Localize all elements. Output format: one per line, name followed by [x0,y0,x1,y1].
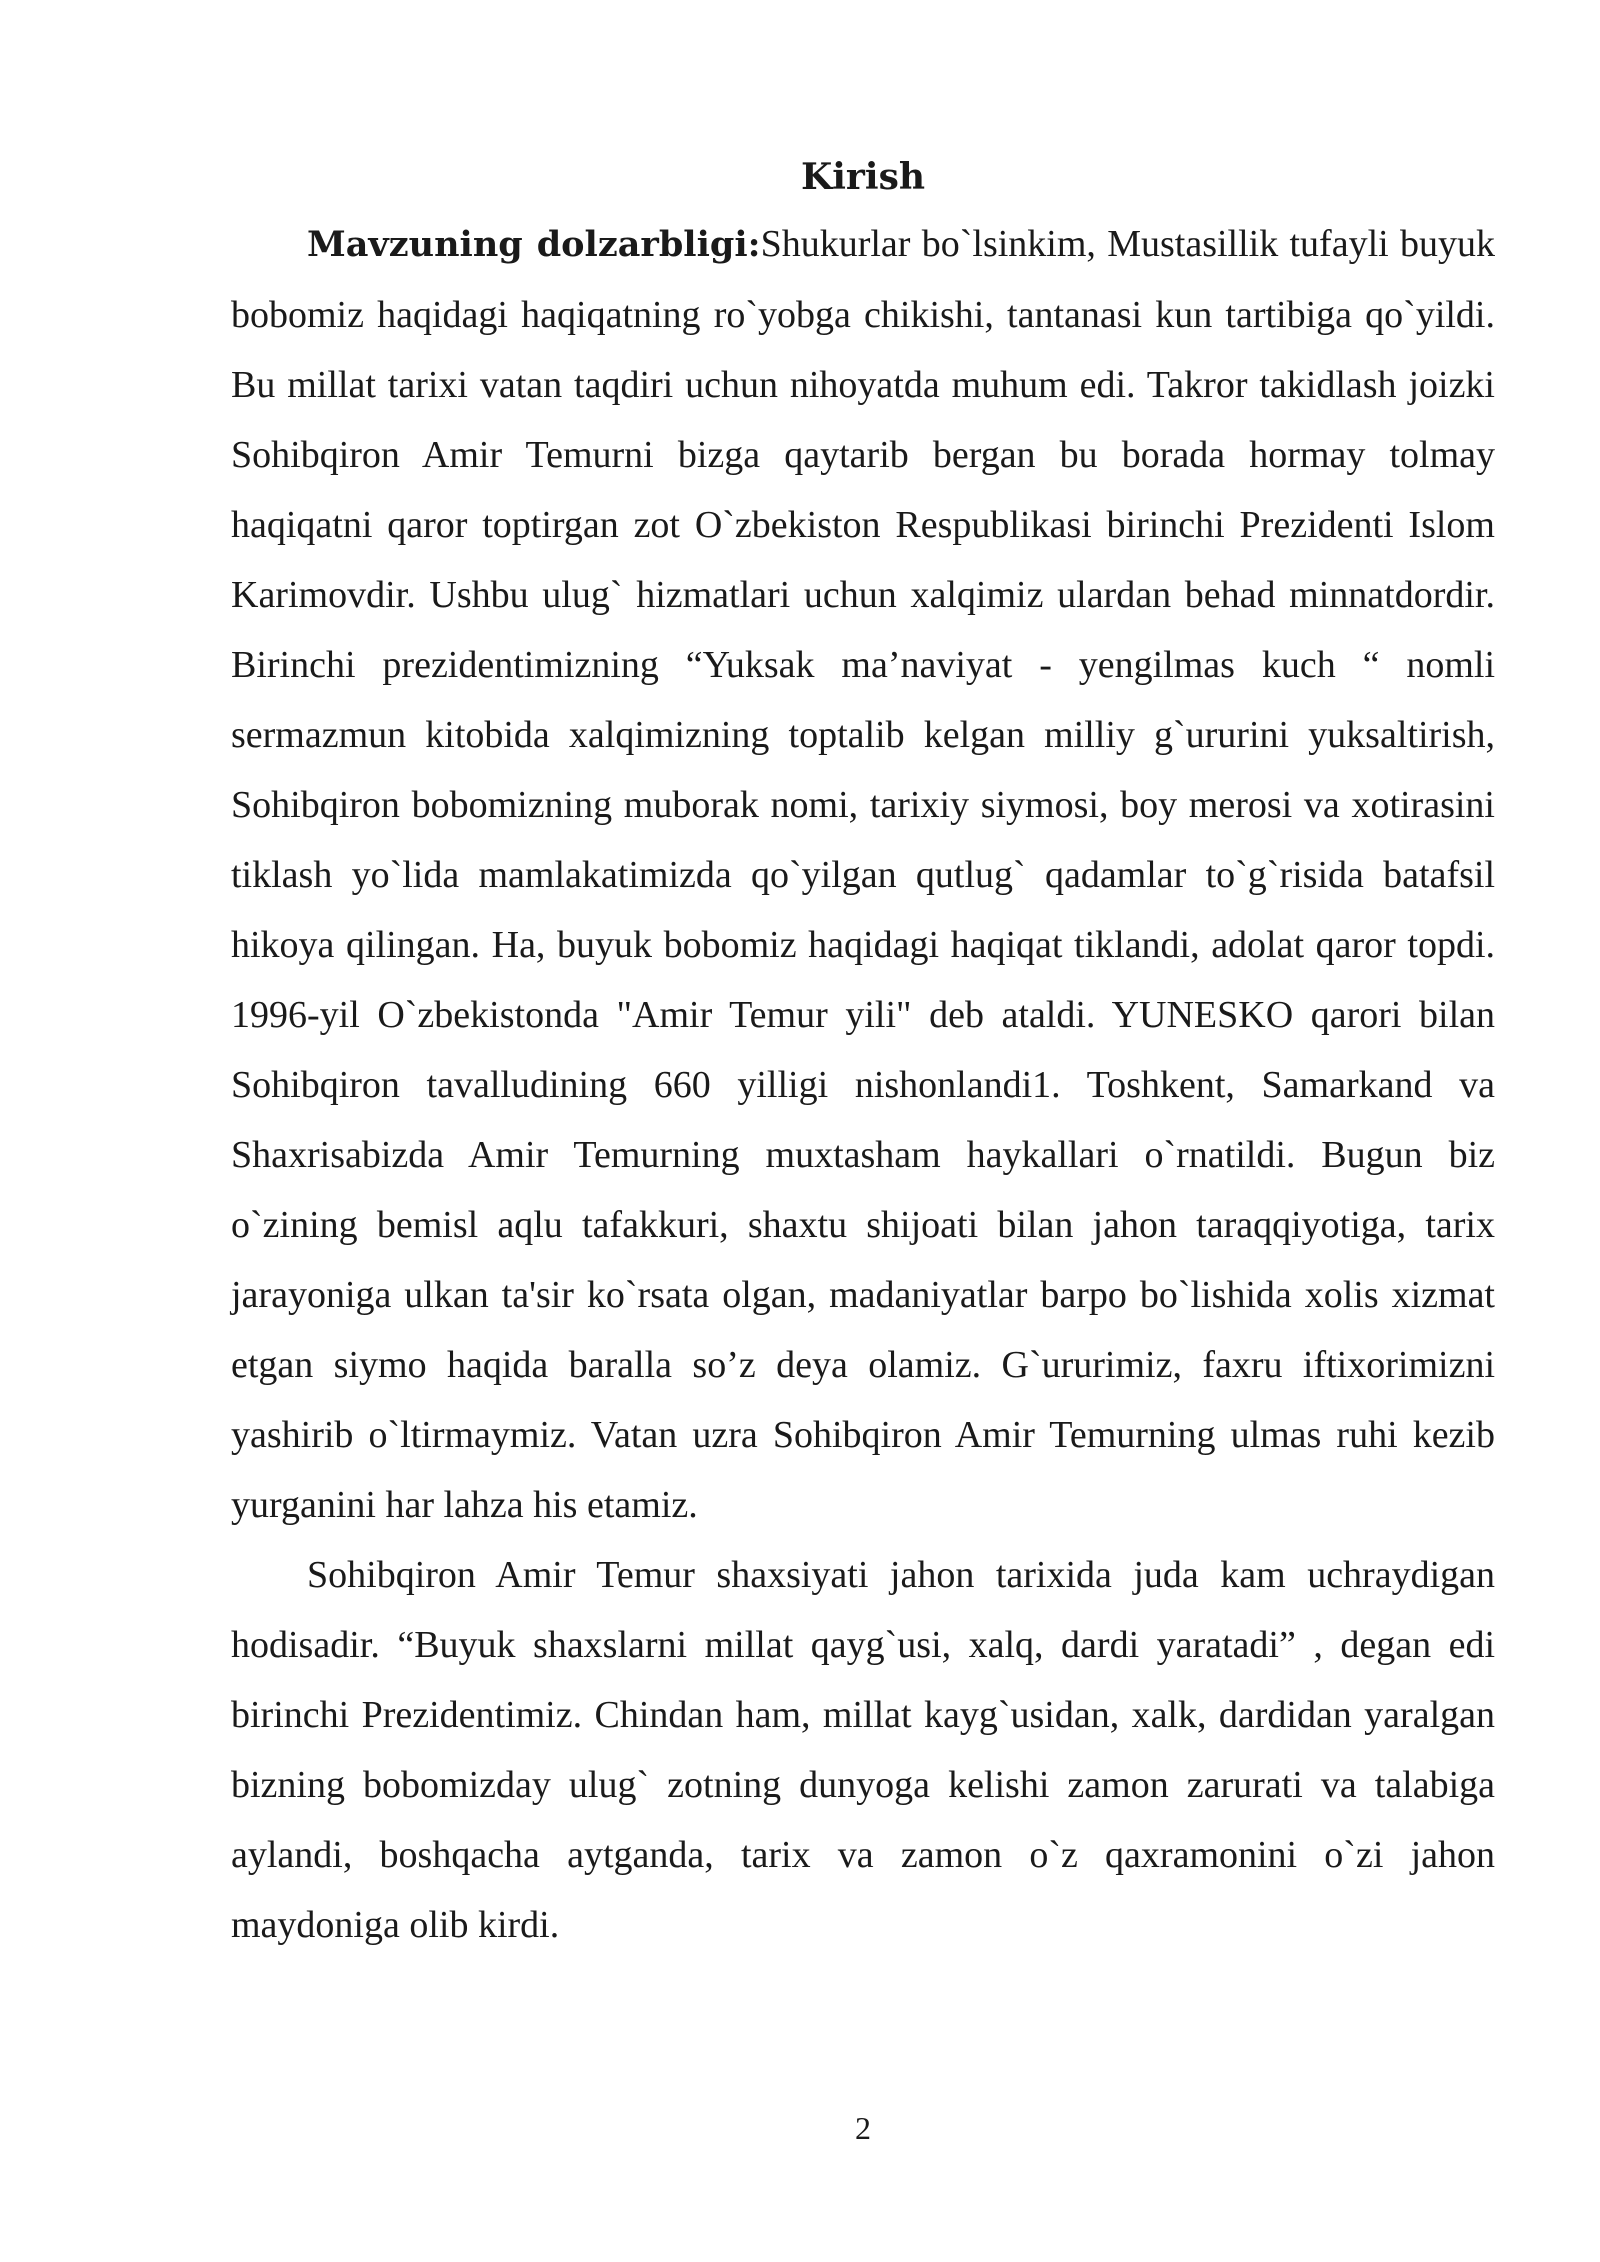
document-title: Kirish [800,156,926,198]
paragraph-relevance [231,209,1495,1540]
page-number: 2 [855,2110,871,2146]
document-body [231,145,1495,1960]
paragraph-lead: Mavzuning dolzarbligi: [307,224,761,265]
paragraph-text: Shukurlar bo`lsinkim, Mustasillik tufayli buyuk bobomiz haqidagi haqiqatning ro`yobga chikishi, tantanasi kun tartibiga qo`yildi. Bu millat tarixi vatan taqdiri uchun nihoyatda muhum edi. Takror takidlash joizki Sohibqiron Amir Temurni bizga qaytarib bergan bu borada hormay tolmay haqiqatni qaror toptirgan zot O`zbekiston Respublikasi birinchi Prezidenti Islom Karimovdir. Ushbu ulug` hizmatlari uchun xalqimiz ulardan behad minnatdordir. Birinchi prezidentimizning “Yuksak ma’naviyat - yengilmas kuch “ nomli sermazmun kitobida xalqimizning toptalib kelgan milliy g`ururini yuksaltirish, Sohibqiron bobomizning muborak nomi, tarixiy siymosi, boy merosi va xotirasini tiklash yo`lida mamlakatimizda qo`yilgan qutlug` qadamlar to`g`risida batafsil hikoya qilingan. Ha, buyuk bobomiz haqidagi haqiqat tiklandi, adolat qaror topdi. 1996-yil O`zbekistonda "Amir Temur yili" deb ataldi. YUNESKO qarori bilan Sohibqiron tavalludining 660 yilligi nishonlandi1. Toshkent, Samarkand va Shaxrisabizda Amir Temurning muxtasham haykallari o`rnatildi. Bugun biz o`zining bemisl aqlu tafakkuri, shaxtu shijoati bilan jahon taraqqiyotiga, tarix jarayoniga ulkan ta'sir ko`rsata olgan, madaniyatlar barpo bo`lishida xolis xizmat etgan siymo haqida baralla so’z deya olamiz. G`ururimiz, faxru iftixorimizni yashirib o`ltirmaymiz. Vatan uzra Sohibqiron Amir Temurning ulmas ruhi kezib yurganini har lahza his etamiz. [231,223,1495,1526]
paragraph-personality: Sohibqiron Amir Temur shaxsiyati jahon tarixida juda kam uchraydigan hodisadir. “Buyuk shaxslarni millat qayg`usi, xalq, dardi yaratadi” , degan edi birinchi Prezidentimiz. Chindan ham, millat kayg`usidan, xalk, dardidan yaralgan bizning bobomizday ulug` zotning dunyoga kelishi zamon zarurati va talabiga aylandi, boshqacha aytganda, tarix va zamon o`z qaxramonini o`zi jahon maydoniga olib kirdi. [231,1554,1495,1946]
